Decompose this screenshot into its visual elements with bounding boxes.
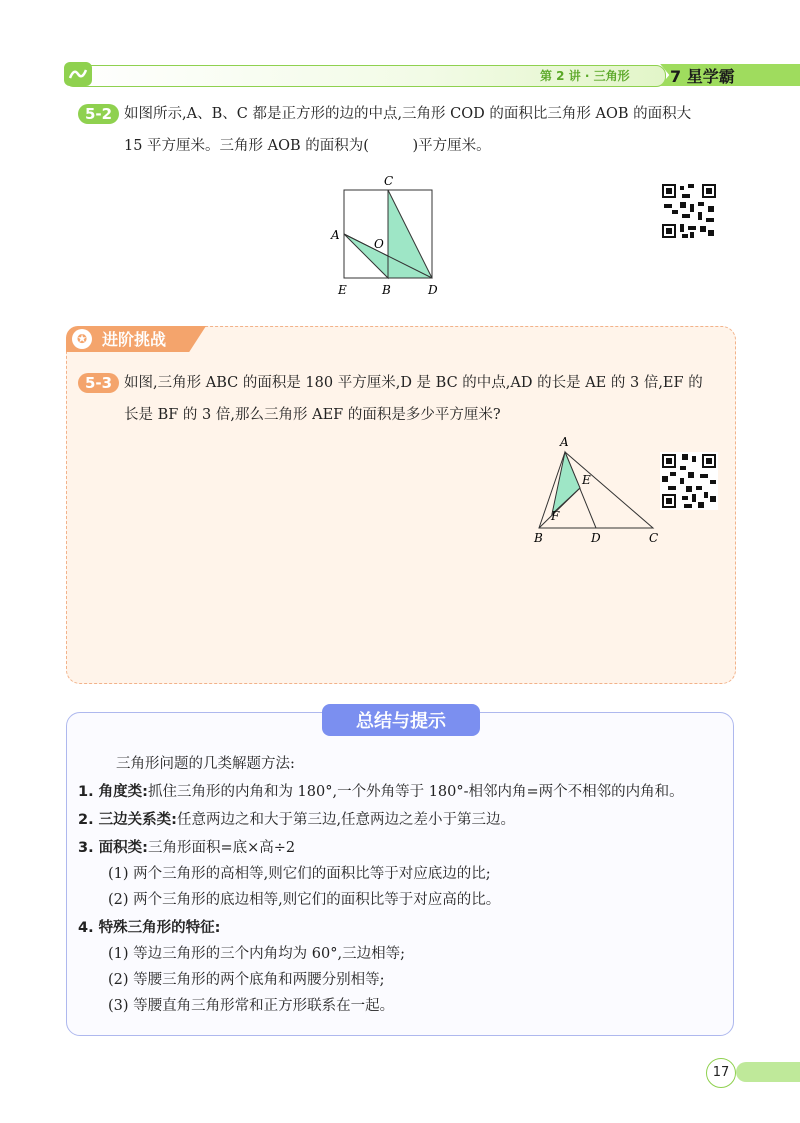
- qr-code-icon[interactable]: [660, 182, 718, 240]
- summary-subitem: (2) 等腰三角形的两个底角和两腰分别相等;: [108, 972, 385, 988]
- figure-label: O: [374, 237, 384, 251]
- figure-label: E: [582, 473, 591, 487]
- figure-label: A: [560, 435, 569, 449]
- figure-label: C: [649, 531, 659, 544]
- summary-item-head: 1. 角度类:: [78, 784, 148, 800]
- figure-label: A: [331, 228, 340, 242]
- figure-label: D: [591, 531, 601, 544]
- figure-label: D: [428, 283, 438, 297]
- summary-item: [78, 836, 295, 857]
- problem-text-line: 15 平方厘米。三角形 AOB 的面积为( )平方厘米。: [124, 138, 491, 154]
- book-logo-icon: [64, 62, 92, 86]
- problem-text-line: 如图所示,A、B、C 都是正方形的边的中点,三角形 COD 的面积比三角形 AOB 的面积大: [124, 106, 692, 122]
- summary-subitem: (1) 两个三角形的高相等,则它们的面积比等于对应底边的比;: [108, 866, 491, 882]
- summary-item-head: 3. 面积类:: [78, 840, 148, 856]
- brand-name: 7 星学霸: [670, 67, 735, 86]
- summary-item: [78, 916, 220, 937]
- figure-label: B: [534, 531, 543, 544]
- problem-label: 5-2: [78, 104, 119, 124]
- qr-code-icon[interactable]: [660, 452, 718, 510]
- challenge-title: 进阶挑战: [102, 330, 167, 349]
- page-number: 17: [706, 1058, 736, 1088]
- page-number-bar: [736, 1062, 800, 1082]
- summary-item-head: 2. 三边关系类:: [78, 812, 177, 828]
- figure-label: C: [384, 174, 394, 188]
- figure-label: F: [551, 509, 560, 523]
- rocket-icon: ✪: [72, 329, 92, 349]
- summary-item: [78, 808, 515, 829]
- summary-title: 总结与提示: [356, 711, 446, 732]
- figure-label: B: [382, 283, 391, 297]
- problem-text-line: 如图,三角形 ABC 的面积是 180 平方厘米,D 是 BC 的中点,AD 的长是 AE 的 3 倍,EF 的: [124, 375, 703, 391]
- figure-label: E: [338, 283, 347, 297]
- square-figure: [320, 168, 450, 298]
- summary-item-text: 抓住三角形的内角和为 180°,一个外角等于 180°-相邻内角=两个不相邻的内角和。: [147, 784, 684, 800]
- summary-subitem: (2) 两个三角形的底边相等,则它们的面积比等于对应高的比。: [108, 892, 501, 908]
- chapter-title: 第 2 讲 · 三角形: [540, 69, 630, 83]
- summary-item-head: 4. 特殊三角形的特征:: [78, 920, 221, 936]
- summary-subitem: (3) 等腰直角三角形常和正方形联系在一起。: [108, 998, 395, 1014]
- summary-item-text: 任意两边之和大于第三边,任意两边之差小于第三边。: [176, 812, 516, 828]
- summary-intro: 三角形问题的几类解题方法:: [116, 756, 295, 772]
- summary-subitem: (1) 等边三角形的三个内角均为 60°,三边相等;: [108, 946, 405, 962]
- triangle-figure: [525, 432, 665, 544]
- summary-item: [78, 780, 684, 801]
- problem-text-line: 长是 BF 的 3 倍,那么三角形 AEF 的面积是多少平方厘米?: [124, 407, 501, 423]
- summary-item-text: 三角形面积=底×高÷2: [147, 840, 296, 856]
- problem-label: 5-3: [78, 373, 119, 393]
